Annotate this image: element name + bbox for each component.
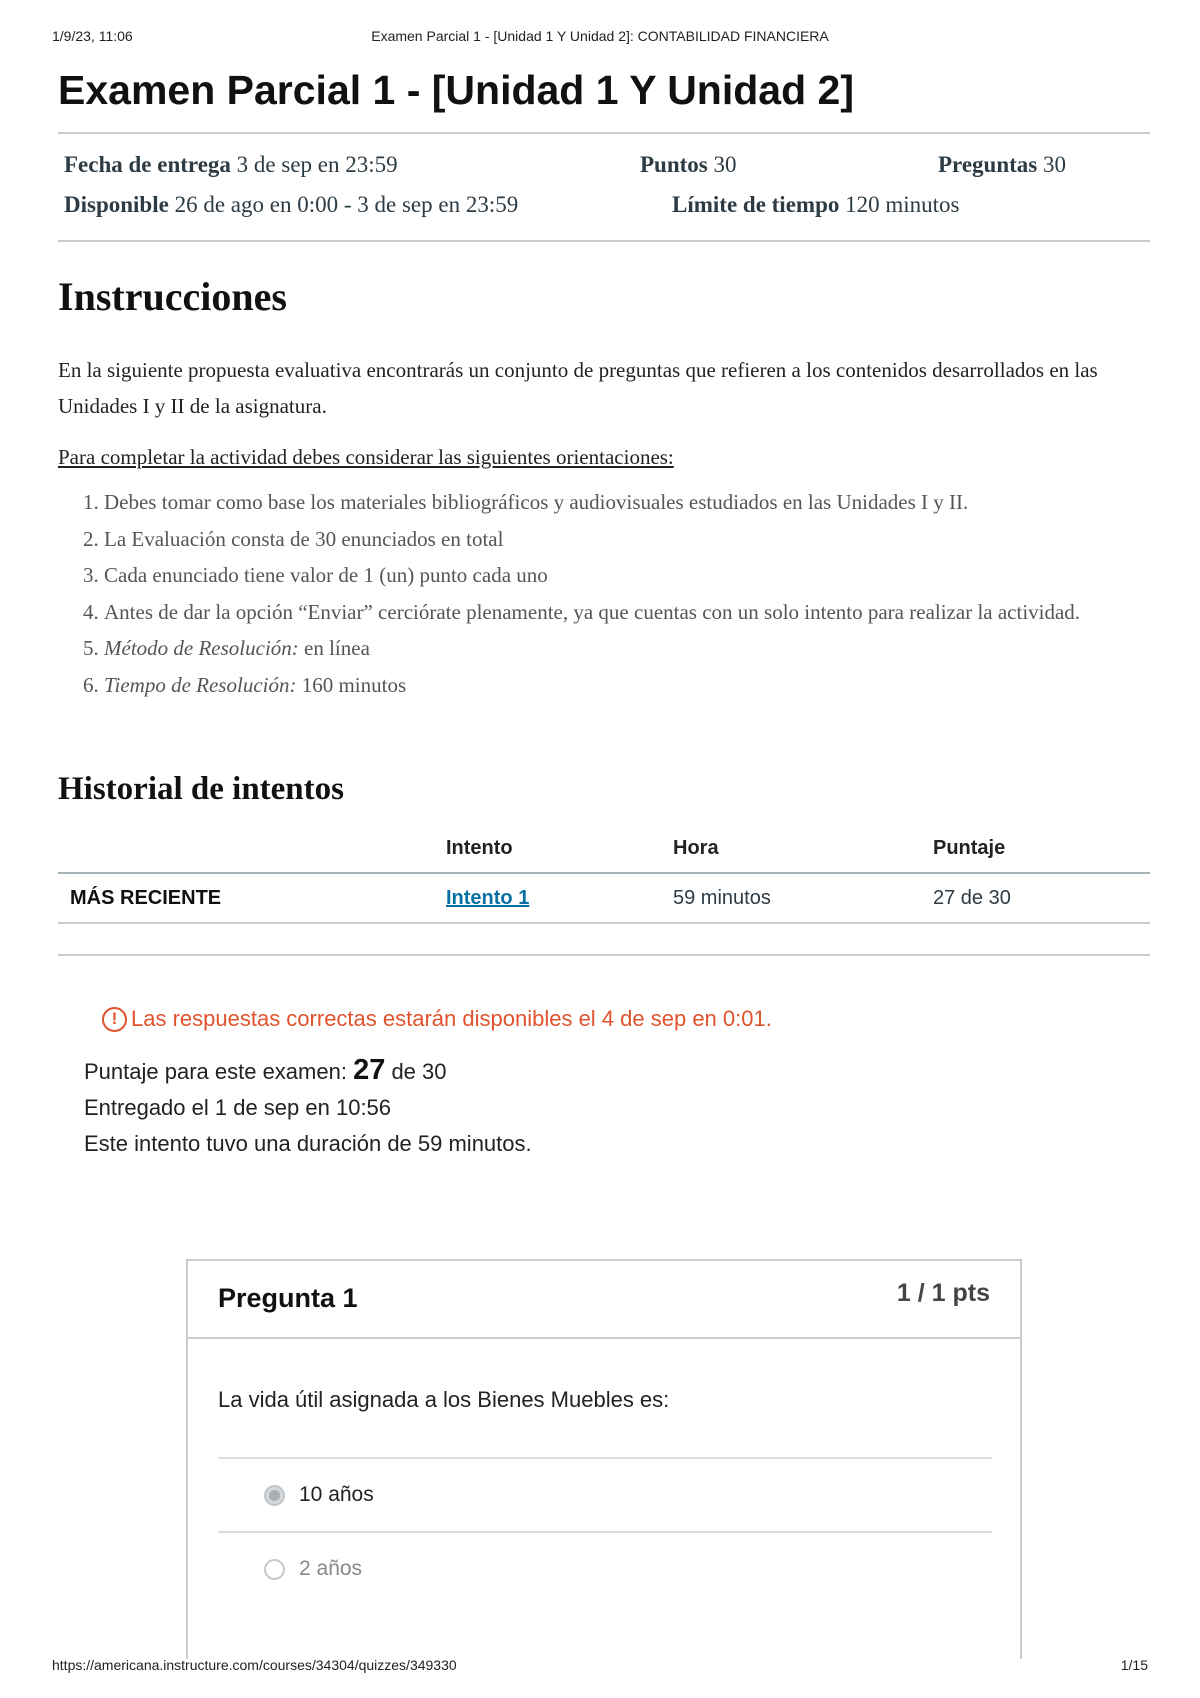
attempt-1-link[interactable]: Intento 1 [446,886,530,909]
radio-unselected-icon[interactable] [264,1559,285,1580]
history-title: Historial de intentos [58,771,344,807]
table-row [58,873,1150,923]
submitted-date: Entregado el 1 de sep en 10:56 [84,1095,392,1120]
due-date-label: Fecha de entrega [64,152,231,177]
question-text: La vida útil asignada a los Bienes Muebles es: [218,1387,670,1412]
questions-value: 30 [1043,152,1066,177]
score-value: 27 [353,1054,386,1086]
time-limit [672,192,959,218]
due-date-value: 3 de sep en 23:59 [236,152,398,177]
print-page-number: 1/15 [1120,1657,1148,1673]
instruction-item: 5. Método de Resolución: en línea [104,630,1150,667]
exam-score: Puntaje para este examen: 27 de 30 [84,1054,447,1086]
print-url: https://americana.instructure.com/courses/34304/quizzes/349330 [52,1657,457,1673]
answers-availability-notice [102,1004,1150,1034]
print-footer [0,1657,1200,1677]
most-recent-label: MÁS RECIENTE [58,873,446,923]
attempt-history-table [58,825,1150,924]
instruction-item: 3. Cada enunciado tiene valor de 1 (un) punto cada uno [104,557,1150,594]
table-header-row [58,825,1150,873]
instructions-intro: En la siguiente propuesta evaluativa encontrarás un conjunto de preguntas que refieren a los contenidos desarrollados en las Unidades I y II de la asignatura. [58,358,1098,418]
notice-text: Las respuestas correctas estarán disponibles el 4 de sep en 0:01. [131,1006,772,1031]
availability [64,192,518,218]
questions-count [938,152,1066,178]
question-points: 1 / 1 pts [896,1279,990,1307]
instruction-item: 6. Tiempo de Resolución: 160 minutos [104,667,1150,704]
questions-label: Preguntas [938,152,1038,177]
available-value: 26 de ago en 0:00 - 3 de sep en 23:59 [174,192,519,217]
attempt-summary [84,1052,1150,1162]
attempt-duration: Este intento tuvo una duración de 59 minutos. [84,1131,532,1156]
print-header [0,28,1200,48]
points-value: 30 [713,152,737,177]
question-header [188,1261,1020,1339]
question-title: Pregunta 1 [218,1283,358,1313]
attempt-time: 59 minutos [673,873,933,923]
answer-option[interactable] [218,1457,992,1531]
points [640,152,737,178]
warning-icon: ! [102,1007,127,1032]
quiz-content [58,60,1150,1162]
radio-selected-icon[interactable] [264,1485,285,1506]
answer-label: 10 años [299,1483,374,1506]
time-limit-label: Límite de tiempo [672,192,840,217]
instructions-list [58,484,1150,703]
instruction-item: 2. La Evaluación consta de 30 enunciados en total [104,521,1150,558]
attempt-score: 27 de 30 [933,873,1150,923]
header-score: Puntaje [933,825,1150,873]
instructions-title: Instrucciones [58,274,287,319]
print-datetime: 1/9/23, 11:06 [52,28,133,44]
available-label: Disponible [64,192,169,217]
print-doc-title: Examen Parcial 1 - [Unidad 1 Y Unidad 2]: CONTABILIDAD FINANCIERA [371,28,829,44]
quiz-title: Examen Parcial 1 - [Unidad 1 Y Unidad 2] [58,67,854,113]
question-1-card [186,1259,1022,1659]
instruction-item: 1. Debes tomar como base los materiales bibliográficos y audiovisuales estudiados en las Unidades I y II. [104,484,1150,521]
answer-option[interactable] [218,1531,992,1605]
header-time: Hora [673,825,933,873]
time-limit-value: 120 minutos [845,192,960,217]
section-divider [58,954,1150,956]
answer-list [218,1457,992,1605]
points-label: Puntos [640,152,708,177]
header-attempt: Intento [446,825,673,873]
due-date [64,152,398,178]
answer-label: 2 años [299,1557,363,1580]
quiz-details [58,132,1150,242]
instruction-item: 4. Antes de dar la opción “Enviar” cerciórate plenamente, ya que cuentas con un solo intento para realizar la actividad. [104,594,1150,631]
instructions-subtitle: Para completar la actividad debes considerar las siguientes orientaciones: [58,445,674,469]
